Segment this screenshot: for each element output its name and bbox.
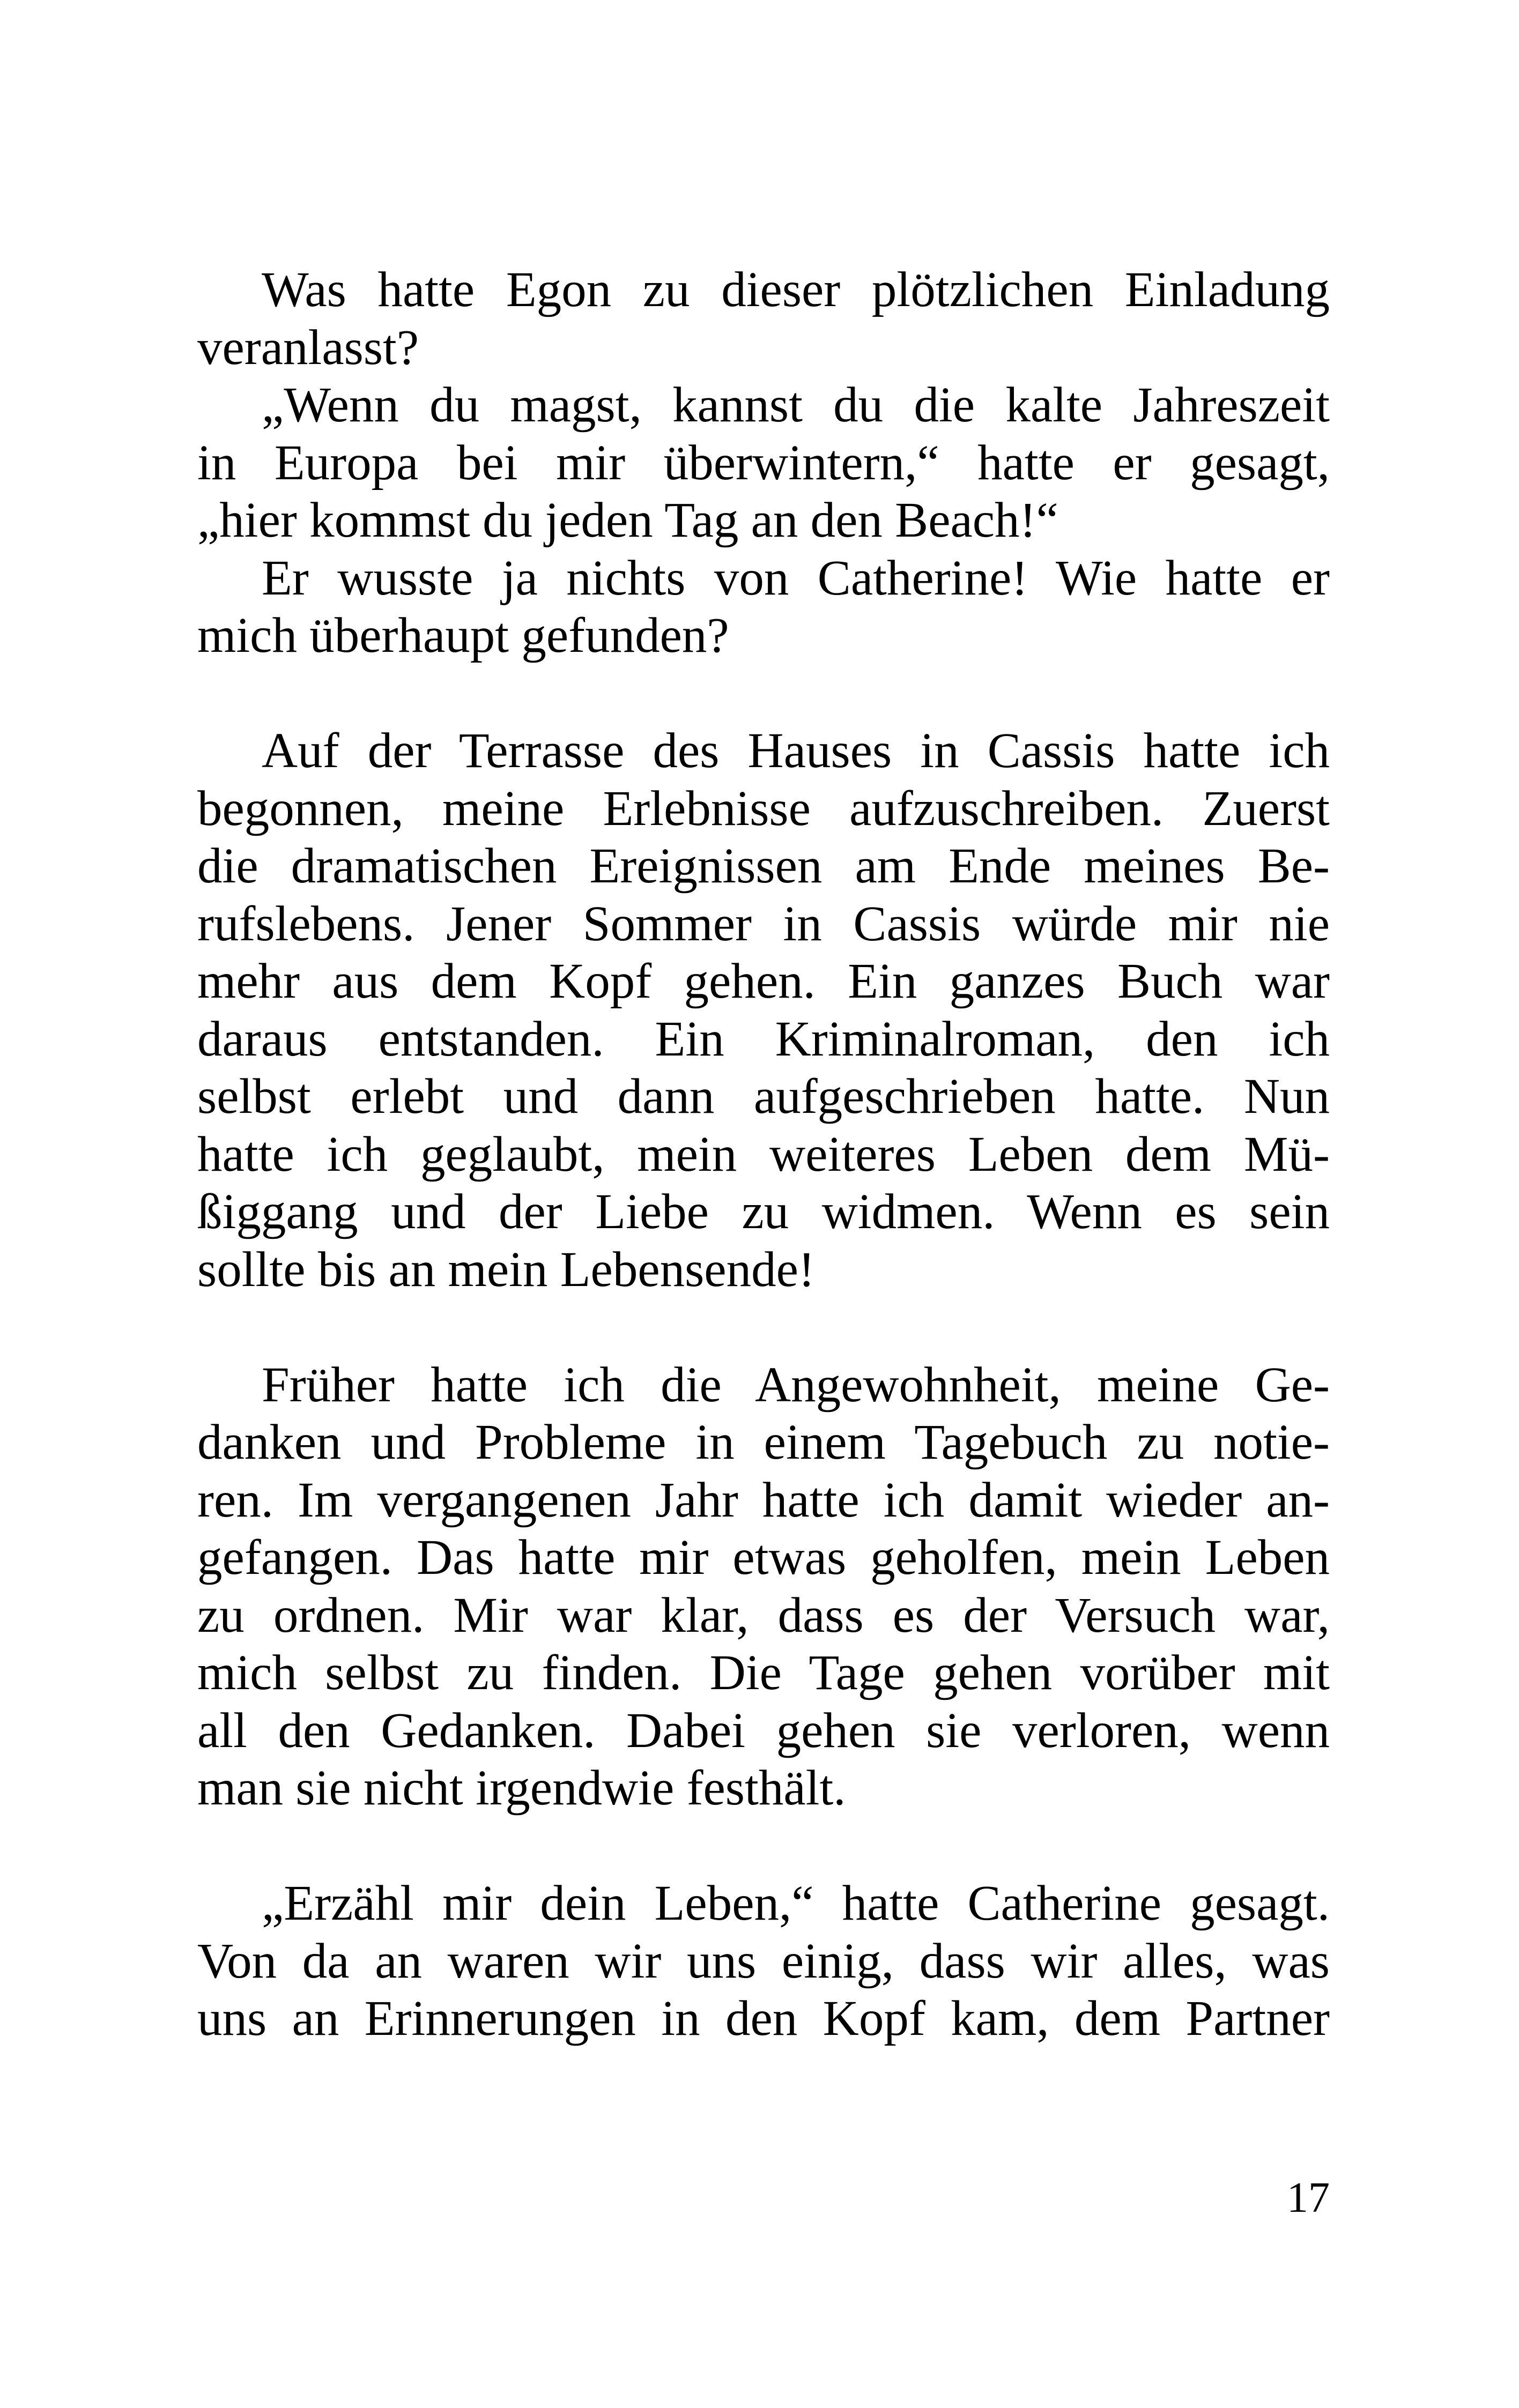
paragraph — [197, 549, 1330, 665]
paragraph — [197, 1356, 1330, 1817]
text-line: gefangen. Das hatte mir etwas geholfen, mein Leben — [197, 1530, 1330, 1585]
text-line: daraus entstanden. Ein Kriminalroman, den ich — [197, 1011, 1330, 1067]
text-line: all den Gedanken. Dabei gehen sie verloren, wenn — [197, 1703, 1330, 1758]
text-line: ßiggang und der Liebe zu widmen. Wenn es sein — [197, 1184, 1330, 1239]
text-line: „hier kommst du jeden Tag an den Beach!“ — [197, 493, 1058, 548]
text-line: mich überhaupt gefunden? — [197, 608, 729, 663]
paragraph — [197, 376, 1330, 549]
text-line: man sie nicht irgendwie festhält. — [197, 1760, 846, 1816]
text-line: sollte bis an mein Lebensende! — [197, 1242, 815, 1297]
paragraph — [197, 1875, 1330, 2048]
text-line: Auf der Terrasse des Hauses in Cassis hatte ich — [262, 723, 1330, 778]
text-line: in Europa bei mir überwintern,“ hatte er gesagt, — [197, 435, 1330, 490]
text-line: die dramatischen Ereignissen am Ende meines Be- — [197, 838, 1330, 894]
paragraph-gap — [197, 1298, 1330, 1356]
text-line: begonnen, meine Erlebnisse aufzuschreiben. Zuerst — [197, 781, 1330, 836]
text-line: danken und Probleme in einem Tagebuch zu notie- — [197, 1415, 1330, 1470]
text-line: uns an Erinnerungen in den Kopf kam, dem Partner — [197, 1991, 1330, 2046]
text-line: Was hatte Egon zu dieser plötzlichen Einladung — [262, 262, 1330, 317]
paragraph-gap — [197, 1817, 1330, 1875]
text-line: Von da an waren wir uns einig, dass wir alles, was — [197, 1933, 1330, 1989]
text-line: mich selbst zu finden. Die Tage gehen vorüber mit — [197, 1645, 1330, 1700]
text-line: zu ordnen. Mir war klar, dass es der Versuch war, — [197, 1587, 1330, 1643]
text-line: Früher hatte ich die Angewohnheit, meine Ge- — [262, 1357, 1330, 1413]
text-line: Er wusste ja nichts von Catherine! Wie hatte er — [262, 550, 1330, 606]
text-line: selbst erlebt und dann aufgeschrieben hatte. Nun — [197, 1069, 1330, 1124]
text-line: hatte ich geglaubt, mein weiteres Leben dem Mü- — [197, 1126, 1330, 1182]
text-line: mehr aus dem Kopf gehen. Ein ganzes Buch war — [197, 954, 1330, 1009]
body-text — [197, 261, 1330, 2048]
paragraph-gap — [197, 665, 1330, 723]
text-line: rufslebens. Jener Sommer in Cassis würde mir nie — [197, 896, 1330, 952]
page-number: 17 — [1287, 2174, 1330, 2221]
paragraph — [197, 261, 1330, 376]
text-line: „Erzähl mir dein Leben,“ hatte Catherine gesagt. — [262, 1876, 1330, 1931]
text-line: „Wenn du magst, kannst du die kalte Jahreszeit — [262, 377, 1330, 433]
text-line: ren. Im vergangenen Jahr hatte ich damit wieder an- — [197, 1472, 1330, 1528]
paragraph — [197, 722, 1330, 1298]
text-line: veranlasst? — [197, 319, 419, 375]
